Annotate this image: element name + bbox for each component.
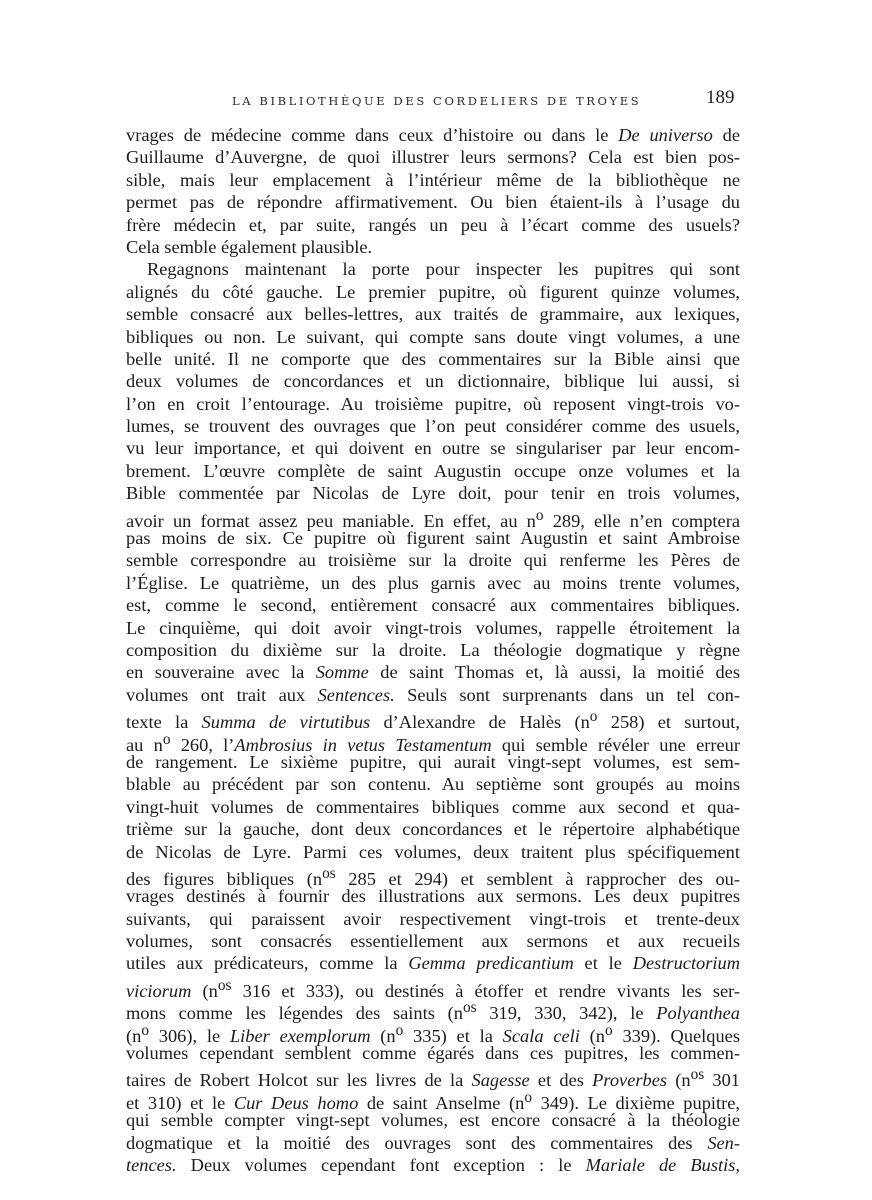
text-line: l’on en croit l’entourage. Au troisième pupitre, où reposent vingt-trois vo- xyxy=(126,393,740,414)
paragraph xyxy=(126,124,740,258)
text-line: Regagnons maintenant la porte pour inspecter les pupitres qui sont xyxy=(147,259,740,280)
text-line: lumes, se trouvent des ouvrages que l’on peut considérer comme des usuels, xyxy=(126,416,740,437)
page-number: 189 xyxy=(706,87,735,108)
text-line: avoir un format assez peu maniable. En effet, au $n^o$ 289, elle n’en comptera xyxy=(126,506,740,531)
text-line: de rangement. Le sixième pupitre, qui aurait vingt-sept volumes, est sem- xyxy=(126,751,740,772)
text-line: volumes, sont consacrés essentiellement aux sermons et aux recueils xyxy=(126,931,740,952)
text-line: Cela semble également plausible. xyxy=(126,236,373,257)
text-line: en souveraine avec la Somme de saint Thomas et, là aussi, la moitié des xyxy=(126,662,740,683)
text-line: composition du dixième sur la droite. La théologie dogmatique y règne xyxy=(126,639,740,660)
text-line: brement. L’œuvre complète de saint Augustin occupe onze volumes et la xyxy=(126,460,740,481)
text-line: volumes cependant semblent comme égarés dans ces pupitres, les commen- xyxy=(126,1043,740,1064)
text-line: deux volumes de concordances et un dictionnaire, biblique lui aussi, si xyxy=(126,371,740,392)
text-line: sible, mais leur emplacement à l’intérieur même de la bibliothèque ne xyxy=(126,169,740,190)
text-line: belle unité. Il ne comporte que des commentaires sur la Bible ainsi que xyxy=(126,348,740,369)
text-line: des figures bibliques ($n^{os}$ 285 et 294) et semblent à rapprocher des ou- xyxy=(126,864,741,890)
text-line: l’Église. Le quatrième, un des plus garnis avec au moins trente volumes, xyxy=(126,572,740,593)
text-line: bibliques ou non. Le suivant, qui compte sans doute vingt volumes, a une xyxy=(126,326,740,347)
text-line: mons comme les légendes des saints ($n^{os}$ 319, 330, 342), le Polyanthea xyxy=(126,999,740,1024)
text-line: semble consacré aux belles-lettres, aux traités de grammaire, aux lexiques, xyxy=(126,304,740,325)
text-line: vrages de médecine comme dans ceux d’histoire ou dans le De universo de xyxy=(126,125,740,145)
text-line: permet pas de répondre affirmativement. Ou bien étaient-ils à l’usage du xyxy=(126,192,740,213)
text-line: texte la Summa de virtutibus d’Alexandre de Halès ($n^o$ 258) et surtout, xyxy=(126,708,740,733)
text-line: pas moins de six. Ce pupitre où figurent saint Augustin et saint Ambroise xyxy=(126,528,740,549)
text-line: dogmatique et la moitié des ouvrages sont des commentaires des Sen- xyxy=(126,1132,740,1153)
text-line: et 310) et le Cur Deus homo de saint Anselme ($n^o$ 349). Le dixième pupitre, xyxy=(126,1088,740,1113)
text-line: frère médecin et, par suite, rangés un peu à l’écart comme des usuels? xyxy=(126,214,740,235)
text-line: au $n^o$ 260, l’Ambrosius in vetus Testamentum qui semble révéler une erreur xyxy=(126,730,740,755)
text-line: suivants, qui paraissent avoir respectivement vingt-trois et trente-deux xyxy=(126,908,740,929)
text-line: blable au précédent par son contenu. Au septième sont groupés au moins xyxy=(126,774,740,795)
body-text xyxy=(126,124,740,1176)
text-line: utiles aux prédicateurs, comme la Gemma predicantium et le Destructorium xyxy=(126,953,740,974)
text-line: vrages destinés à fournir des illustrations aux sermons. Les deux pupitres xyxy=(126,886,740,907)
text-line: de Nicolas de Lyre. Parmi ces volumes, deux traitent plus spécifiquement xyxy=(126,841,740,862)
text-line: qui semble compter vingt-sept volumes, est encore consacré à la théologie xyxy=(126,1110,740,1131)
text-line: semble correspondre au troisième sur la droite qui renferme les Pères de xyxy=(126,550,740,571)
text-line: taires de Robert Holcot sur les livres de la Sagesse et des Proverbes ($n^{os}$ 301 xyxy=(126,1066,740,1091)
text-line: alignés du côté gauche. Le premier pupitre, où figurent quinze volumes, xyxy=(126,281,740,302)
text-line: vingt-huit volumes de commentaires bibliques comme aux second et qua- xyxy=(126,796,740,817)
text-line: tences. Deux volumes cependant font exception : le Mariale de Bustis, xyxy=(126,1154,740,1175)
text-line: ($n^o$ 306), le Liber exemplorum ($n^o$ 335) et la Scala celi ($n^o$ 339). Quelques xyxy=(126,1021,740,1046)
text-line: est, comme le second, entièrement consacré aux commentaires bibliques. xyxy=(126,595,740,616)
text-line: vu leur importance, et qui doivent en outre se singulariser par leur encom- xyxy=(126,438,740,459)
text-line: Le cinquième, qui doit avoir vingt-trois volumes, rappelle étroitement la xyxy=(126,617,740,638)
text-line: Guillaume d’Auvergne, de quoi illustrer leurs sermons? Cela est bien pos- xyxy=(126,147,740,168)
running-head: LA BIBLIOTHÈQUE DES CORDELIERS DE TROYES xyxy=(232,94,642,108)
text-line: viciorum ($n^{os}$ 316 et 333), ou destinés à étoffer et rendre vivants les ser- xyxy=(126,976,740,1001)
paragraph xyxy=(126,258,740,1176)
text-line: trième sur la gauche, dont deux concordances et le répertoire alphabétique xyxy=(126,819,740,840)
text-line: Bible commentée par Nicolas de Lyre doit, pour tenir en trois volumes, xyxy=(126,483,740,504)
text-line: volumes ont trait aux Sentences. Seuls sont surprenants dans un tel con- xyxy=(126,684,740,705)
